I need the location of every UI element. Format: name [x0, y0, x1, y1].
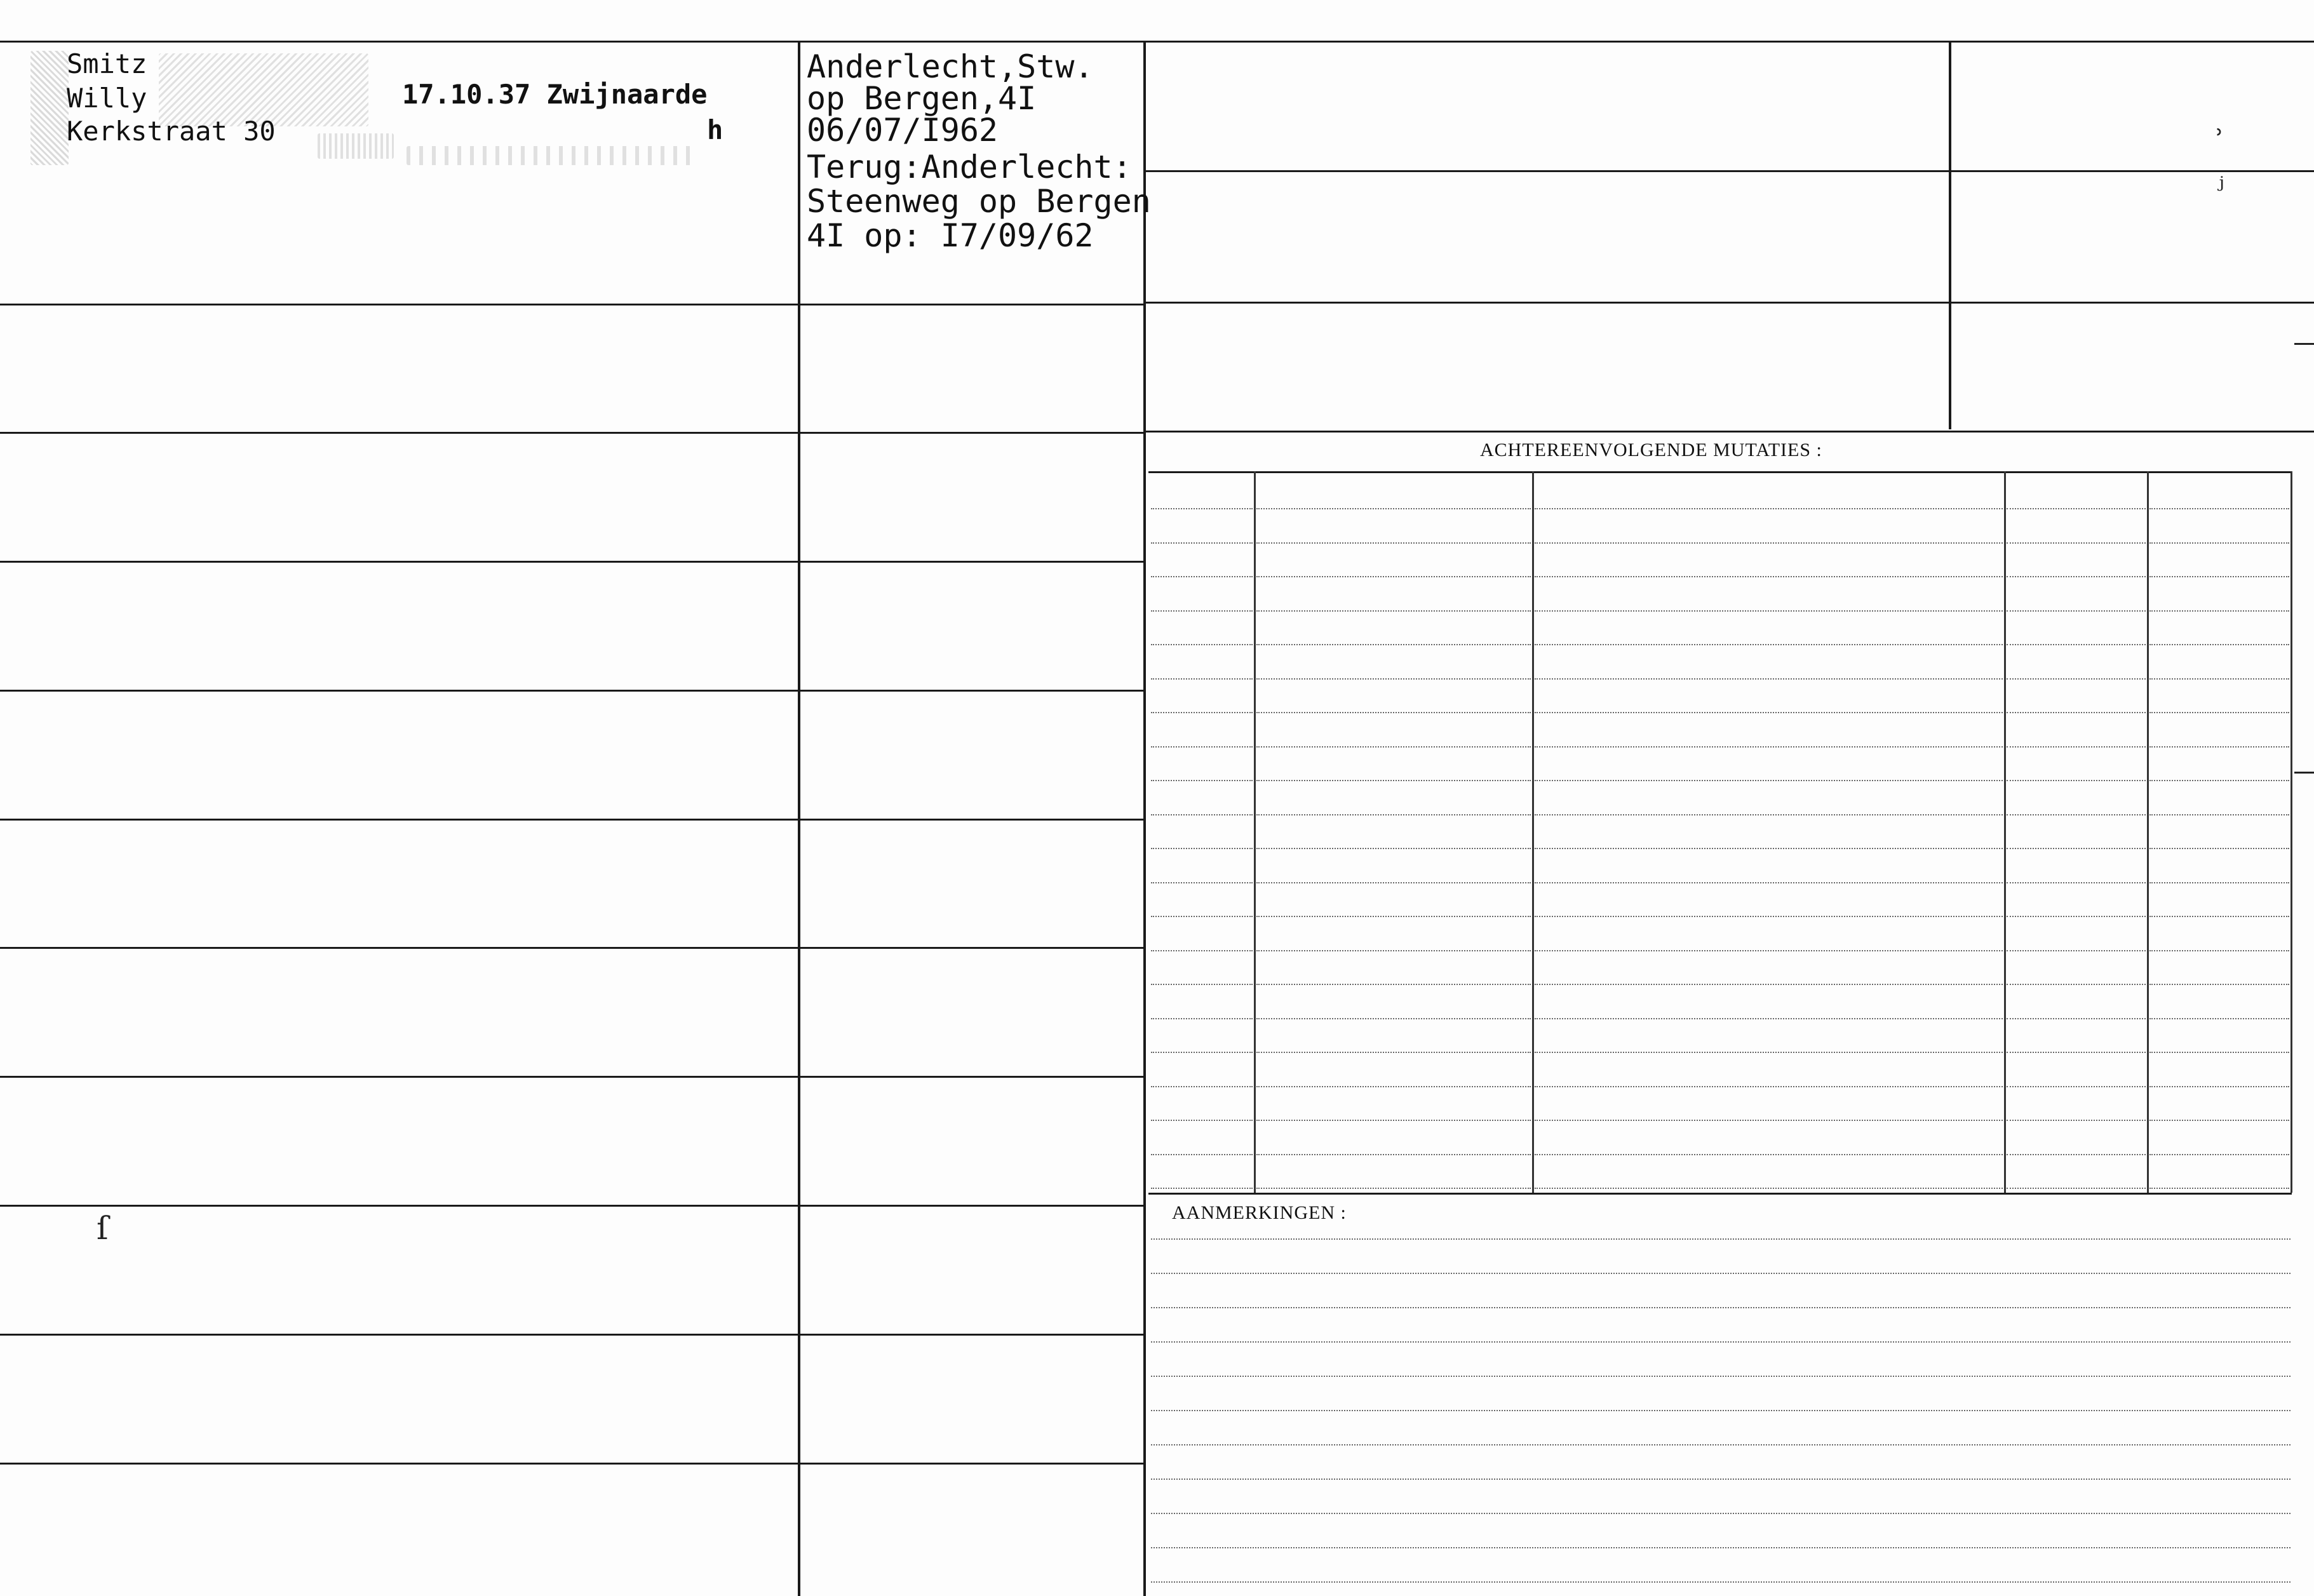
mutation-ruled-line — [1535, 984, 2003, 985]
transfer-line-3: 06/07/I962 — [807, 112, 999, 149]
row-rule — [0, 819, 1143, 821]
mutation-ruled-line — [1151, 1086, 1253, 1087]
mutation-ruled-line — [2007, 814, 2146, 815]
surname: Smitz — [67, 48, 147, 79]
mutation-ruled-line — [1535, 1154, 2003, 1155]
mutation-ruled-line — [2007, 882, 2146, 883]
pencil-mark: ⱼ — [2217, 162, 2224, 194]
mutation-ruled-line — [1151, 542, 1253, 544]
remark-ruled-line — [1151, 1273, 2290, 1274]
edge-tick — [2294, 343, 2314, 345]
mutation-ruled-line — [2149, 984, 2289, 985]
sex: h — [707, 114, 723, 145]
mutation-ruled-line — [1256, 610, 1531, 612]
mutation-ruled-line — [1151, 576, 1253, 577]
mutation-ruled-line — [2149, 1120, 2289, 1121]
mutation-ruled-line — [2149, 916, 2289, 917]
mutations-col-line — [1532, 471, 1534, 1193]
mutation-ruled-line — [1535, 1120, 2003, 1121]
mutation-ruled-line — [1535, 508, 2003, 509]
mutation-ruled-line — [1151, 984, 1253, 985]
remark-ruled-line — [1151, 1376, 2290, 1377]
remark-ruled-line — [1151, 1307, 2290, 1308]
mutation-ruled-line — [1151, 712, 1253, 713]
mutation-ruled-line — [1535, 576, 2003, 577]
transfer-line-1: Anderlecht,Stw. — [807, 48, 1094, 85]
mutation-ruled-line — [1151, 950, 1253, 951]
mutation-ruled-line — [1535, 882, 2003, 883]
mutation-ruled-line — [1535, 950, 2003, 951]
mutations-col-line — [2290, 471, 2292, 1193]
mutation-ruled-line — [2007, 916, 2146, 917]
mutation-ruled-line — [1256, 1018, 1531, 1019]
mutation-ruled-line — [1256, 1052, 1531, 1053]
transfer-line-4: Terug:Anderlecht: — [807, 149, 1132, 185]
mutation-ruled-line — [2007, 1120, 2146, 1121]
mutation-ruled-line — [2149, 610, 2289, 612]
pencil-mark: ʾ — [2216, 124, 2224, 156]
upper-right-divider — [1949, 42, 1951, 429]
mutation-ruled-line — [2149, 508, 2289, 509]
mutations-col-line — [2004, 471, 2006, 1193]
upper-right-rule — [1145, 431, 2314, 433]
middle-column-divider — [1143, 42, 1146, 1596]
mutation-ruled-line — [2149, 1154, 2289, 1155]
mutation-ruled-line — [1151, 1188, 1253, 1189]
mutation-ruled-line — [1151, 1120, 1253, 1121]
mutation-ruled-line — [1535, 780, 2003, 781]
mutation-ruled-line — [1256, 1086, 1531, 1087]
mutation-ruled-line — [2007, 1154, 2146, 1155]
mutation-ruled-line — [1151, 746, 1253, 748]
birth-date-place: 17.10.37 Zwijnaarde — [402, 79, 708, 110]
mutation-ruled-line — [1256, 542, 1531, 544]
mutation-ruled-line — [1256, 848, 1531, 849]
mutation-ruled-line — [1535, 644, 2003, 645]
address: Kerkstraat 30 — [67, 116, 276, 147]
remark-ruled-line — [1151, 1238, 2290, 1240]
remark-ruled-line — [1151, 1444, 2290, 1445]
row-rule — [0, 947, 1143, 949]
mutation-ruled-line — [2007, 678, 2146, 680]
upper-right-rule — [1145, 302, 2314, 304]
mutation-ruled-line — [2007, 950, 2146, 951]
mutation-ruled-line — [2149, 576, 2289, 577]
firstname: Willy — [67, 83, 147, 114]
mutation-ruled-line — [1151, 848, 1253, 849]
mutation-ruled-line — [2007, 780, 2146, 781]
mutation-ruled-line — [2149, 848, 2289, 849]
mutation-ruled-line — [1535, 1188, 2003, 1189]
mutation-ruled-line — [1535, 542, 2003, 544]
mutation-ruled-line — [2149, 644, 2289, 645]
mutations-table-top — [1148, 471, 2292, 473]
mutation-ruled-line — [2149, 1086, 2289, 1087]
mutation-ruled-line — [2149, 678, 2289, 680]
mutation-ruled-line — [1256, 644, 1531, 645]
mutation-ruled-line — [1151, 814, 1253, 815]
mutation-ruled-line — [1256, 746, 1531, 748]
mutation-ruled-line — [2007, 644, 2146, 645]
row-rule — [0, 1205, 1143, 1207]
mutation-ruled-line — [2149, 780, 2289, 781]
mutation-ruled-line — [2149, 1018, 2289, 1019]
mutation-ruled-line — [1535, 1052, 2003, 1053]
row-rule — [0, 561, 1143, 563]
mutation-ruled-line — [1535, 678, 2003, 680]
mutation-ruled-line — [1535, 916, 2003, 917]
mutation-ruled-line — [2007, 746, 2146, 748]
transfer-line-2: op Bergen,4I — [807, 80, 1037, 117]
mutation-ruled-line — [1151, 1154, 1253, 1155]
mutation-ruled-line — [2007, 1086, 2146, 1087]
mutation-ruled-line — [1151, 610, 1253, 612]
mutation-ruled-line — [1256, 780, 1531, 781]
mutation-ruled-line — [2007, 576, 2146, 577]
mutation-ruled-line — [2007, 848, 2146, 849]
mutation-ruled-line — [2149, 712, 2289, 713]
mutation-ruled-line — [2007, 542, 2146, 544]
mutation-ruled-line — [1535, 848, 2003, 849]
mutation-ruled-line — [2007, 610, 2146, 612]
mutation-ruled-line — [2149, 882, 2289, 883]
mutation-ruled-line — [1535, 814, 2003, 815]
upper-right-rule — [1145, 170, 2314, 172]
mutation-ruled-line — [1256, 576, 1531, 577]
mutation-ruled-line — [1256, 1154, 1531, 1155]
remark-ruled-line — [1151, 1513, 2290, 1514]
row-rule — [0, 690, 1143, 692]
mutation-ruled-line — [1151, 780, 1253, 781]
mutation-ruled-line — [1151, 1018, 1253, 1019]
stamp-smudge — [407, 146, 699, 165]
mutation-ruled-line — [1256, 916, 1531, 917]
mutation-ruled-line — [1151, 916, 1253, 917]
mutation-ruled-line — [2149, 1188, 2289, 1189]
mutation-ruled-line — [1256, 984, 1531, 985]
remark-ruled-line — [1151, 1479, 2290, 1480]
mutation-ruled-line — [2149, 746, 2289, 748]
stamp-smudge — [318, 133, 394, 159]
mutation-ruled-line — [1256, 950, 1531, 951]
stamp-smudge — [30, 51, 69, 165]
mutation-ruled-line — [1256, 712, 1531, 713]
mutation-ruled-line — [1151, 882, 1253, 883]
transfer-line-6: 4I op: I7/09/62 — [807, 217, 1094, 254]
mutation-ruled-line — [2007, 1018, 2146, 1019]
mutation-ruled-line — [1256, 1188, 1531, 1189]
mutation-ruled-line — [1256, 1120, 1531, 1121]
mutation-ruled-line — [1151, 644, 1253, 645]
mutation-ruled-line — [1535, 746, 2003, 748]
top-rule — [0, 41, 2314, 43]
remark-ruled-line — [1151, 1547, 2290, 1548]
mutation-ruled-line — [2007, 712, 2146, 713]
mutation-ruled-line — [1151, 508, 1253, 509]
mutation-ruled-line — [1256, 882, 1531, 883]
mutations-table-bottom — [1148, 1193, 2292, 1195]
mutation-ruled-line — [1535, 1086, 2003, 1087]
mutation-ruled-line — [2007, 1052, 2146, 1053]
remark-ruled-line — [1151, 1581, 2290, 1583]
mutation-ruled-line — [1535, 712, 2003, 713]
mutation-ruled-line — [1151, 678, 1253, 680]
row-rule — [0, 304, 1143, 305]
row-rule — [0, 1463, 1143, 1465]
mutation-ruled-line — [2007, 508, 2146, 509]
mutation-ruled-line — [2149, 950, 2289, 951]
row-rule — [0, 1076, 1143, 1078]
row-rule — [0, 432, 1143, 434]
mutation-ruled-line — [2149, 814, 2289, 815]
remark-ruled-line — [1151, 1410, 2290, 1411]
mutation-ruled-line — [1256, 678, 1531, 680]
mutations-heading: ACHTEREENVOLGENDE MUTATIES : — [1480, 439, 1822, 460]
mutation-ruled-line — [1535, 610, 2003, 612]
mutation-ruled-line — [2007, 1188, 2146, 1189]
remarks-heading: AANMERKINGEN : — [1172, 1202, 1347, 1223]
remark-ruled-line — [1151, 1341, 2290, 1343]
edge-tick — [2294, 772, 2314, 774]
mutation-ruled-line — [1151, 1052, 1253, 1053]
mutations-col-line — [2147, 471, 2149, 1193]
transfer-line-5: Steenweg op Bergen — [807, 183, 1151, 220]
row-rule — [0, 1334, 1143, 1336]
mutation-ruled-line — [1535, 1018, 2003, 1019]
mutation-ruled-line — [1256, 814, 1531, 815]
mutation-ruled-line — [1256, 508, 1531, 509]
mutations-col-line — [1254, 471, 1256, 1193]
mutation-ruled-line — [2149, 542, 2289, 544]
mutation-ruled-line — [2007, 984, 2146, 985]
mutation-ruled-line — [2149, 1052, 2289, 1053]
pencil-mark: ſ — [97, 1210, 109, 1247]
